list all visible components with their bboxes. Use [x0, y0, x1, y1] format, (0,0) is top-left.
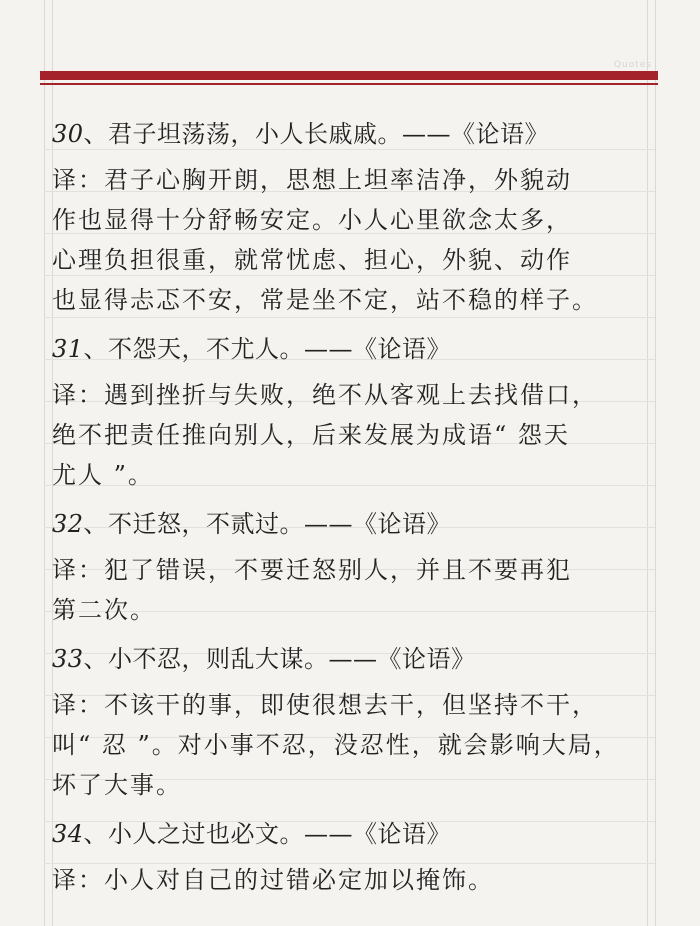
translation-line: 尤人 ”。	[52, 461, 154, 489]
quote-line	[52, 814, 652, 854]
translation-line: 第二次。	[52, 596, 156, 624]
quote-entry-31	[52, 329, 652, 495]
margin-rule-right-outer	[655, 0, 656, 926]
quote-text: 、小人之过也必文。——《论语》	[83, 820, 452, 848]
header-divider-thick	[40, 71, 658, 80]
translation	[52, 860, 652, 900]
translation-line: 叫“ 忍 ”。对小事不忍，没忍性，就会影响大局，	[52, 731, 620, 759]
translation	[52, 550, 652, 630]
translation-line: 作也显得十分舒畅安定。小人心里欲念太多，	[52, 206, 572, 234]
translation-line: 心理负担很重，就常忧虑、担心，外貌、动作	[52, 246, 572, 274]
quote-list	[52, 114, 652, 909]
translation-line: 译：犯了错误，不要迁怒别人，并且不要再犯	[52, 556, 572, 584]
quote-entry-30	[52, 114, 652, 320]
quote-entry-33	[52, 639, 652, 805]
quote-number: 31	[52, 335, 84, 363]
translation	[52, 685, 652, 805]
translation-line: 译：不该干的事，即使很想去干，但坚持不干，	[52, 691, 598, 719]
translation-line: 译：遇到挫折与失败，绝不从客观上去找借口，	[52, 381, 598, 409]
quote-number: 34	[52, 820, 84, 848]
quote-line	[52, 114, 652, 154]
quote-line	[52, 639, 652, 679]
quote-text: 、小不忍，则乱大谋。——《论语》	[83, 645, 476, 673]
quote-entry-32	[52, 504, 652, 630]
quote-number: 32	[52, 510, 84, 538]
translation-line: 译：君子心胸开朗，思想上坦率洁净，外貌动	[52, 166, 572, 194]
quote-number: 33	[52, 645, 84, 673]
translation-line: 也显得忐忑不安，常是坐不定，站不稳的样子。	[52, 286, 598, 314]
quote-line	[52, 329, 652, 369]
translation	[52, 160, 652, 320]
quote-entry-34	[52, 814, 652, 900]
quote-text: 、不迁怒，不贰过。——《论语》	[83, 510, 452, 538]
quote-text: 、不怨天，不尤人。——《论语》	[83, 335, 452, 363]
translation-line: 译：小人对自己的过错必定加以掩饰。	[52, 866, 494, 894]
quote-line	[52, 504, 652, 544]
translation-line: 坏了大事。	[52, 771, 182, 799]
translation	[52, 375, 652, 495]
translation-line: 绝不把责任推向别人，后来发展为成语“ 怨天	[52, 421, 570, 449]
faint-header-text: Quotes	[613, 60, 652, 70]
quote-number: 30	[52, 120, 84, 148]
header-divider	[40, 71, 658, 85]
header-divider-thin	[40, 83, 658, 85]
quote-text: 、君子坦荡荡，小人长戚戚。——《论语》	[83, 120, 550, 148]
